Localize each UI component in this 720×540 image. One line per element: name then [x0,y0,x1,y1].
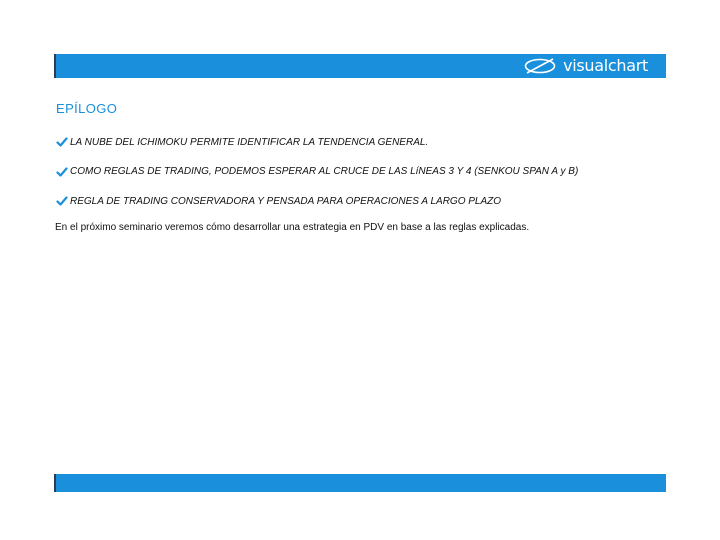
check-icon [56,136,68,148]
list-item [56,134,578,150]
body-paragraph: En el próximo seminario veremos cómo desarrollar una estrategia en PDV en base a las reglas explicadas. [55,222,530,233]
check-icon [56,195,68,207]
bullet-text: REGLA DE TRADING CONSERVADORA Y PENSADA PARA OPERACIONES A LARGO PLAZO [70,195,502,207]
visualchart-logo-icon [523,57,557,75]
slide-title: EPÍLOGO [56,101,118,116]
header-bar [54,54,666,78]
logo-text: visualchart [563,56,648,75]
bullet-text: COMO REGLAS DE TRADING, PODEMOS ESPERAR AL CRUCE DE LAS LíNEAS 3 Y 4 (SENKOU SPAN A y B) [70,166,579,177]
check-icon [56,166,68,178]
list-item [56,193,578,209]
logo [523,55,648,77]
bullet-list [56,134,578,223]
list-item [56,164,578,180]
footer-bar [54,474,666,492]
bullet-text: LA NUBE DEL ICHIMOKU PERMITE IDENTIFICAR LA TENDENCIA GENERAL. [70,136,429,148]
